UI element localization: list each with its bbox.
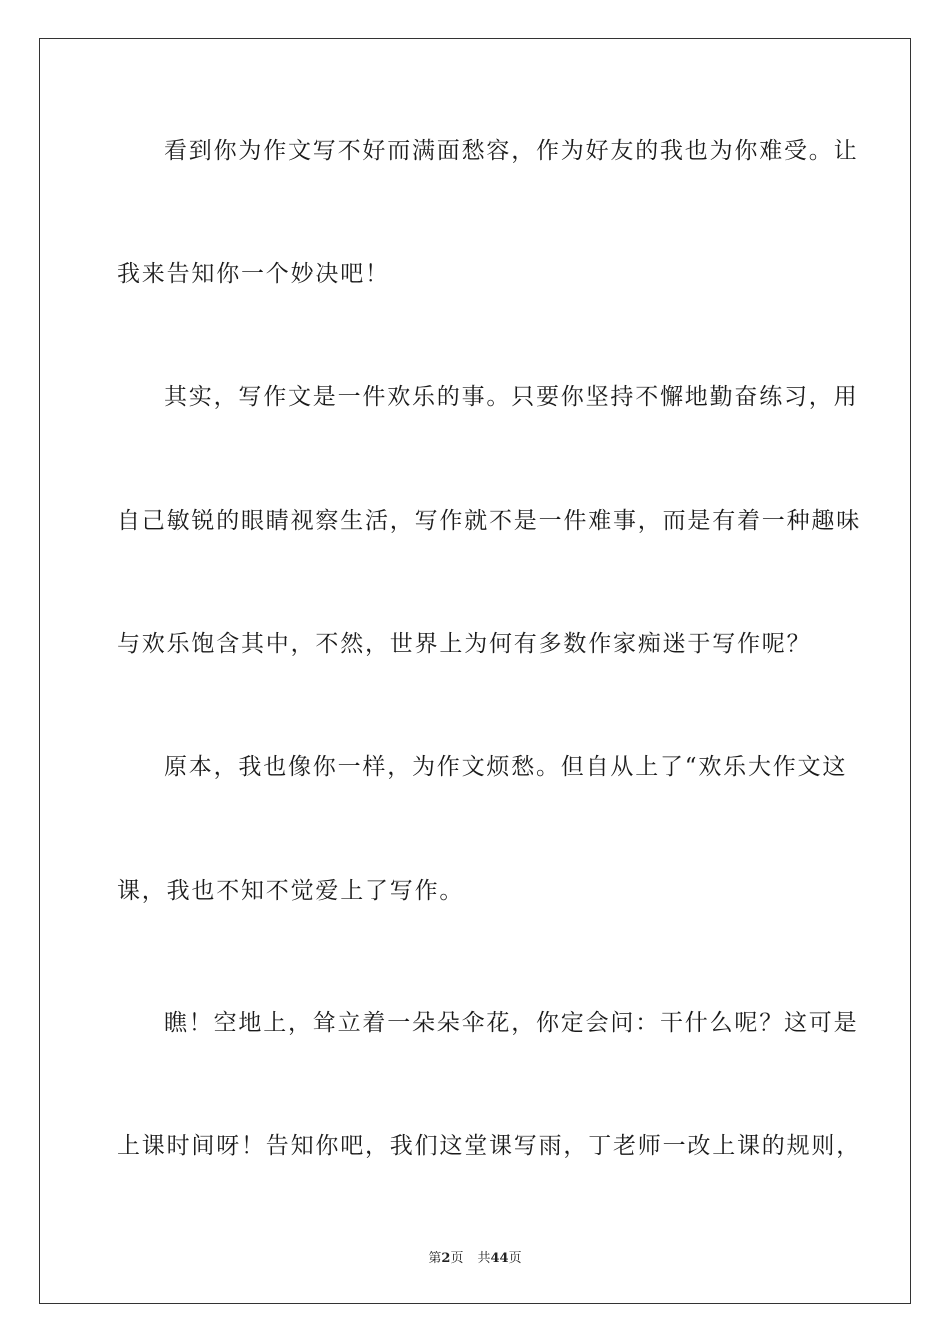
total-prefix: 共: [477, 1251, 491, 1266]
paragraph-line: 看到你为作文写不好而满面愁容，作为好友的我也为你难受。让: [164, 138, 859, 164]
paragraph-line: 与欢乐饱含其中，不然，世界上为何有多数作家痴迷于写作呢？: [117, 631, 812, 657]
paragraph-line: 原本，我也像你一样，为作文烦愁。但自从上了“欢乐大作文这: [164, 754, 848, 780]
paragraph-line: 其实，写作文是一件欢乐的事。只要你坚持不懈地勤奋练习，用: [164, 384, 859, 410]
paragraph-line: 瞧！空地上，耸立着一朵朵伞花，你定会问：干什么呢？这可是: [164, 1010, 859, 1036]
total-suffix: 页: [508, 1251, 522, 1266]
paragraph-line: 上课时间呀！告知你吧，我们这堂课写雨，丁老师一改上课的规则，: [117, 1133, 861, 1159]
total-pages: 44: [490, 1251, 509, 1266]
page-suffix: 页: [450, 1251, 464, 1266]
page-prefix: 第: [428, 1251, 442, 1266]
paragraph-line: 自己敏锐的眼睛视察生活，写作就不是一件难事，而是有着一种趣味: [117, 508, 861, 534]
paragraph-line: 课，我也不知不觉爱上了写作。: [117, 878, 465, 904]
page-border: [39, 38, 911, 1304]
page-footer: [0, 1247, 950, 1266]
paragraph-line: 我来告知你一个妙决吧！: [117, 261, 390, 287]
page-number: 2: [441, 1251, 451, 1266]
